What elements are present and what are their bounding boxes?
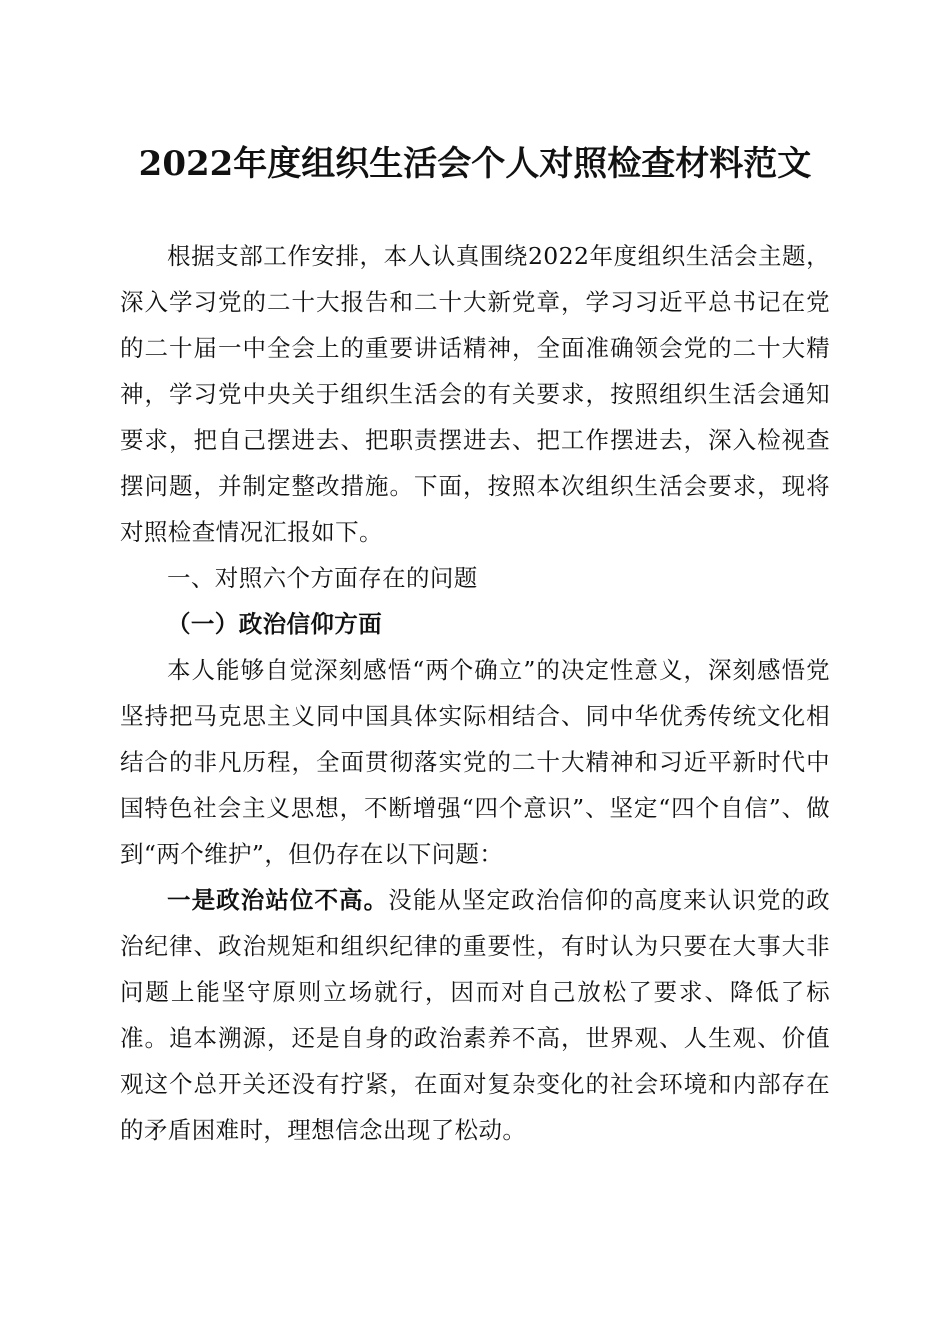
point-text: 没能从坚定政治信仰的高度来认识党的政治纪律、政治规矩和组织纪律的重要性，有时认为只要在大事大非问题上能坚守原则立场就行，因而对自己放松了要求、降低了标准。追本溯源，还是自身的政治素养不高，世界观、人生观、价值观这个总开关还没有拧紧，在面对复杂变化的社会环境和内部存在的矛盾困难时，理想信念出现了松动。	[120, 886, 830, 1144]
intro-paragraph: 根据支部工作安排，本人认真围绕2022年度组织生活会主题，深入学习党的二十大报告和二十大新党章，学习习近平总书记在党的二十届一中全会上的重要讲话精神，全面准确领会党的二十大精神，学习党中央关于组织生活会的有关要求，按照组织生活会通知要求，把自己摆进去、把职责摆进去、把工作摆进去，深入检视查摆问题，并制定整改措施。下面，按照本次组织生活会要求，现将对照检查情况汇报如下。	[120, 242, 830, 546]
document-body	[120, 233, 830, 1153]
section-heading: 一、对照六个方面存在的问题	[167, 564, 478, 592]
point-lead: 一是政治站位不高。	[167, 886, 389, 914]
point-paragraph	[120, 877, 830, 1153]
subsection-heading: （一）政治信仰方面	[167, 610, 383, 638]
subsection-paragraph: 本人能够自觉深刻感悟“两个确立”的决定性意义，深刻感悟党坚持把马克思主义同中国具体实际相结合、同中华优秀传统文化相结合的非凡历程，全面贯彻落实党的二十大精神和习近平新时代中国特色社会主义思想，不断增强“四个意识”、坚定“四个自信”、做到“两个维护”，但仍存在以下问题：	[120, 656, 830, 868]
document-title: 2022年度组织生活会个人对照检查材料范文	[138, 144, 812, 184]
